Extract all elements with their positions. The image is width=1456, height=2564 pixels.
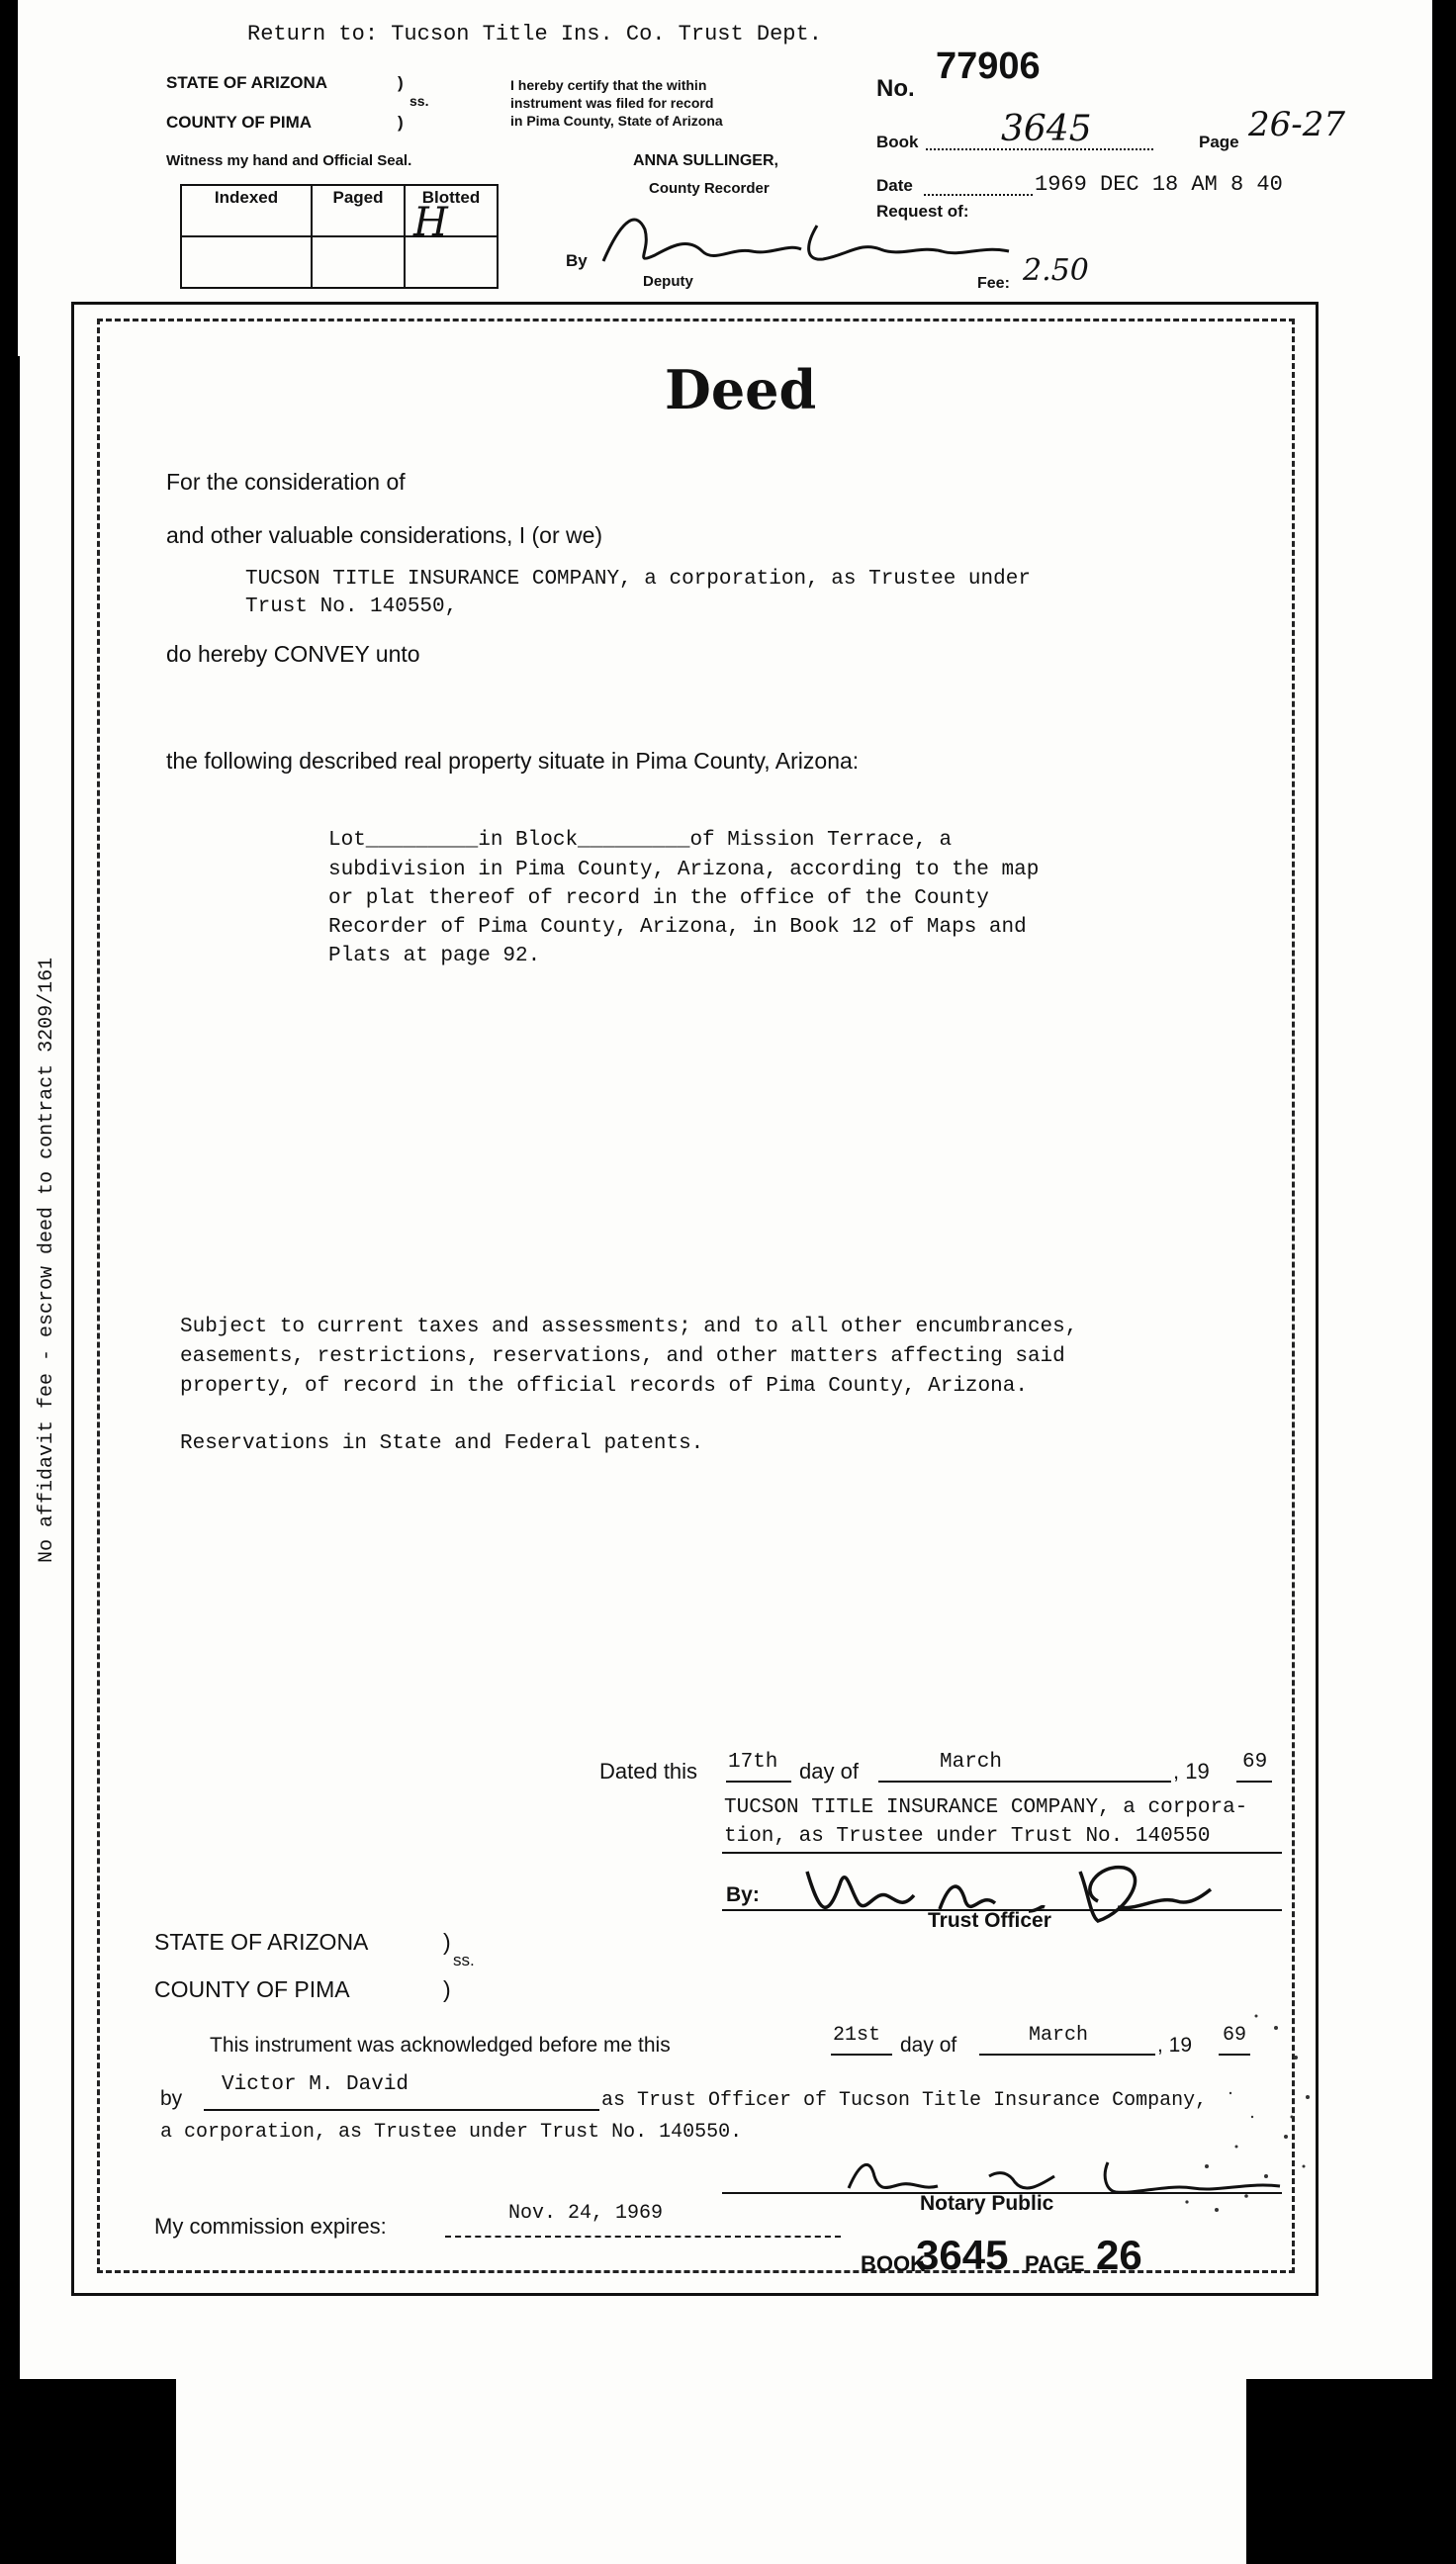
footer-book-value: 3645 bbox=[916, 2232, 1009, 2278]
grantor-line-1: TUCSON TITLE INSURANCE COMPANY, a corporation, as Trustee under bbox=[245, 568, 1031, 591]
convey-line: do hereby CONVEY unto bbox=[166, 641, 420, 667]
ack-state: STATE OF ARIZONA bbox=[154, 1929, 369, 1955]
dated-year-prefix: , 19 bbox=[1173, 1759, 1210, 1784]
other-consideration-line: and other valuable considerations, I (or we) bbox=[166, 522, 603, 548]
dated-day: 17th bbox=[728, 1751, 778, 1774]
dated-this-label: Dated this bbox=[599, 1759, 698, 1784]
header-county: COUNTY OF PIMA bbox=[166, 113, 313, 132]
ack-name: Victor M. David bbox=[222, 2073, 410, 2096]
trust-officer-title: Trust Officer bbox=[928, 1909, 1051, 1932]
witness-line: Witness my hand and Official Seal. bbox=[166, 152, 412, 169]
recorder-title: County Recorder bbox=[649, 180, 770, 197]
deputy-signature bbox=[593, 206, 1019, 277]
situate-line: the following described real property situate in Pima County, Arizona: bbox=[166, 748, 860, 774]
ack-year: 69 bbox=[1223, 2024, 1247, 2047]
ack-day: 21st bbox=[833, 2024, 881, 2047]
header-state: STATE OF ARIZONA bbox=[166, 73, 328, 92]
notary-title: Notary Public bbox=[920, 2192, 1054, 2215]
ack-as-text: as Trust Officer of Tucson Title Insurance Company, bbox=[601, 2089, 1208, 2112]
commission-label: My commission expires: bbox=[154, 2214, 387, 2239]
recording-index-table bbox=[180, 184, 499, 289]
ack-text-1: This instrument was acknowledged before me this bbox=[210, 2034, 671, 2057]
ack-year-prefix: , 19 bbox=[1157, 2034, 1193, 2057]
ack-county: COUNTY OF PIMA bbox=[154, 1976, 350, 2002]
certify-line-3: in Pima County, State of Arizona bbox=[510, 113, 723, 129]
by-label-header: By bbox=[566, 251, 588, 270]
legal-desc-4: Recorder of Pima County, Arizona, in Book 12 of Maps and bbox=[328, 916, 1027, 939]
ack-month: March bbox=[1029, 2024, 1089, 2047]
return-to-note: Return to: Tucson Title Ins. Co. Trust Dept. bbox=[247, 22, 822, 46]
legal-desc-2: subdivision in Pima County, Arizona, according to the map bbox=[328, 859, 1040, 881]
blotted-initial: H bbox=[413, 200, 448, 245]
ack-day-of: day of bbox=[900, 2034, 957, 2057]
company-line-1: TUCSON TITLE INSURANCE COMPANY, a corpora- bbox=[724, 1796, 1248, 1819]
certify-line-2: instrument was filed for record bbox=[510, 95, 714, 111]
page-value: 26-27 bbox=[1248, 105, 1346, 144]
page-label: Page bbox=[1199, 133, 1239, 151]
recorder-name: ANNA SULLINGER, bbox=[633, 152, 778, 169]
book-value: 3645 bbox=[1001, 109, 1092, 149]
legal-desc-5: Plats at page 92. bbox=[328, 945, 541, 967]
paged-cell: Paged bbox=[312, 185, 405, 236]
scan-edge-left bbox=[0, 356, 20, 2564]
notary-seal-impression bbox=[1098, 1998, 1325, 2226]
bottom-white-patch bbox=[176, 2379, 1246, 2564]
date-label: Date bbox=[876, 176, 913, 195]
dated-year: 69 bbox=[1242, 1751, 1268, 1774]
company-line-2: tion, as Trustee under Trust No. 140550 bbox=[724, 1825, 1211, 1848]
request-label: Request of: bbox=[876, 202, 969, 221]
exec-by-label: By: bbox=[726, 1883, 760, 1906]
fee-label: Fee: bbox=[977, 275, 1010, 292]
footer-page-label: PAGE bbox=[1025, 2251, 1085, 2276]
header-ss: ss. bbox=[410, 93, 429, 109]
grantor-line-2: Trust No. 140550, bbox=[245, 595, 458, 618]
certify-line-1: I hereby certify that the within bbox=[510, 77, 707, 93]
subject-line-3: property, of record in the official records of Pima County, Arizona. bbox=[180, 1375, 1028, 1398]
record-no-label: No. bbox=[876, 75, 915, 102]
legal-desc-3: or plat thereof of record in the office of the County bbox=[328, 887, 989, 910]
book-label: Book bbox=[876, 133, 919, 151]
margin-note: No affidavit fee - escrow deed to contract 3209/161 bbox=[36, 957, 58, 1563]
subject-line-2: easements, restrictions, reservations, and other matters affecting said bbox=[180, 1345, 1065, 1368]
ack-corp-text: a corporation, as Trustee under Trust No. 140550. bbox=[160, 2121, 743, 2144]
header-paren-2: ) bbox=[398, 113, 404, 132]
dated-month: March bbox=[940, 1751, 1003, 1774]
fee-value: 2.50 bbox=[1023, 253, 1089, 288]
scan-edge-right bbox=[1432, 0, 1456, 2564]
blotted-cell: Blotted bbox=[405, 185, 498, 236]
dated-day-of: day of bbox=[799, 1759, 859, 1784]
deputy-label: Deputy bbox=[643, 273, 693, 290]
ack-paren-2: ) bbox=[443, 1976, 451, 2002]
date-value: 1969 DEC 18 AM 8 40 bbox=[1035, 172, 1283, 197]
footer-book-label: BOOK bbox=[861, 2251, 926, 2276]
reservations-line: Reservations in State and Federal patents. bbox=[180, 1432, 704, 1455]
consideration-line: For the consideration of bbox=[166, 469, 406, 495]
footer-page-value: 26 bbox=[1096, 2232, 1142, 2278]
indexed-cell: Indexed bbox=[181, 185, 312, 236]
header-paren-1: ) bbox=[398, 73, 404, 92]
legal-desc-1: Lot_________in Block_________of Mission Terrace, a bbox=[328, 829, 953, 852]
ack-ss: ss. bbox=[453, 1951, 475, 1969]
ack-by: by bbox=[160, 2087, 183, 2110]
subject-line-1: Subject to current taxes and assessments; and to all other encumbrances, bbox=[180, 1316, 1078, 1338]
ack-paren-1: ) bbox=[443, 1929, 451, 1955]
commission-date: Nov. 24, 1969 bbox=[508, 2202, 664, 2225]
record-no-value: 77906 bbox=[936, 46, 1041, 87]
deed-title: Deed bbox=[665, 358, 817, 421]
